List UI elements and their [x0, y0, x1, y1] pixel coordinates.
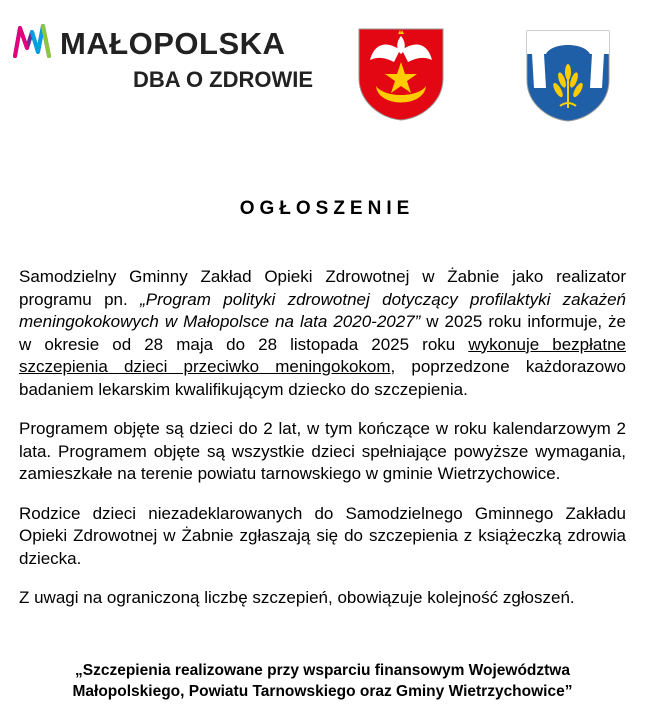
funding-note-line: „Szczepienia realizowane przy wsparciu finansowym Województwa [75, 662, 570, 679]
brand-tagline: DBA O ZDROWIE [133, 67, 314, 92]
brand-name: MAŁOPOLSKA [60, 26, 286, 61]
funding-note [19, 660, 626, 702]
paragraph-text: , poprzedzone każdorazowo badaniem lekarskim kwalifikującym dziecko do szczepienia. [19, 357, 626, 399]
malopolska-logo-icon [12, 22, 52, 60]
paragraph-program [19, 266, 626, 401]
powiat-crest-icon [356, 26, 446, 122]
paragraph-eligibility: Programem objęte są dzieci do 2 lat, w tym kończące w roku kalendarzowym 2 lata. Programem objęte są wszystkie dzieci spełniające powyższe wymagania, zamieszkałe na terenie powiatu tarnowskiego w gminie Wietrzychowice. [19, 419, 626, 483]
paragraph-text: Samodzielny Gminny Zakład Opieki Zdrowotnej w Żabnie jako realizator programu pn. [19, 267, 626, 309]
paragraph-text: w 2025 roku informuje, że w okresie od 28 maja do 28 listopada 2025 roku [19, 312, 626, 354]
paragraph-registration: Rodzice dzieci niezadeklarowanych do Samodzielnego Gminnego Zakładu Opieki Zdrowotnej w Żabnie zgłaszają się do szczepienia z książeczką zdrowia dziecka. [19, 503, 626, 568]
paragraph-order: Z uwagi na ograniczoną liczbę szczepień, obowiązuje kolejność zgłoszeń. [19, 588, 575, 607]
announcement-title: OGŁOSZENIE [239, 198, 415, 219]
gmina-crest-icon [524, 28, 612, 122]
header [0, 0, 654, 130]
program-name: „Program polityki zdrowotnej dotyczący profilaktyki zakażeń meningokokowych w Małopolsce na lata 2020-2027” [19, 289, 627, 331]
announcement-body [19, 266, 626, 610]
funding-note-line: Małopolskiego, Powiatu Tarnowskiego oraz Gminy Wietrzychowice” [72, 683, 573, 700]
vaccination-highlight: wykonuje bezpłatne szczepienia dzieci przeciwko meningokokom [19, 334, 626, 376]
